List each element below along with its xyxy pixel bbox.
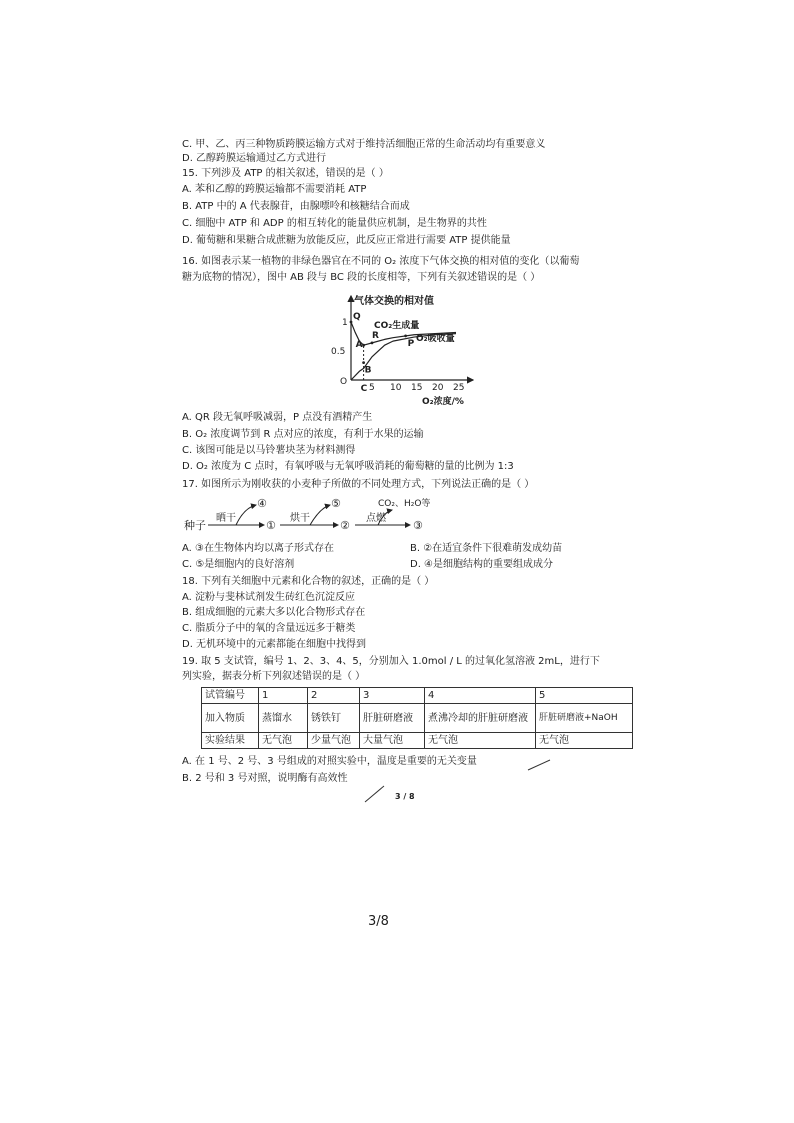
table-cell: 肝脏研磨液 — [360, 704, 425, 733]
q16-option-a: A. QR 段无氧呼吸减弱，P 点没有酒精产生 — [182, 412, 373, 423]
q15-option-c: C. 细胞中 ATP 和 ADP 的相互转化的能量供应机制，是生物界的共性 — [182, 218, 487, 229]
q19-option-a: A. 在 1 号、2 号、3 号组成的对照实验中，温度是重要的无关变量 — [182, 756, 477, 767]
point-b-label: B — [364, 365, 372, 376]
q16-option-c: C. 该图可能是以马铃薯块茎为材料测得 — [182, 445, 356, 456]
q15-option-a: A. 苯和乙醇的跨膜运输都不需要消耗 ATP — [182, 184, 367, 195]
chart-title: 气体交换的相对值 — [354, 296, 434, 307]
q19-stem-line2: 列实验，据表分析下列叙述错误的是（ ） — [182, 671, 366, 682]
flow-start: 种子 — [184, 519, 206, 532]
flow-node-1: ① — [266, 519, 276, 532]
flow-node-3: ③ — [413, 519, 423, 532]
q16-stem-line2: 糖为底物的情况），图中 AB 段与 BC 段的长度相等，下列有关叙述错误的是（ ） — [182, 272, 541, 283]
table-cell: 加入物质 — [202, 704, 259, 733]
q14-option-d: D. 乙醇跨膜运输通过乙方式进行 — [182, 153, 327, 164]
flow-product3: CO₂、H₂O等 — [378, 499, 431, 509]
x-tick-label: 20 — [432, 383, 444, 393]
table-cell: 5 — [536, 688, 633, 704]
origin-label: O — [340, 377, 348, 387]
page-number: 3/8 — [368, 914, 389, 929]
q18-option-b: B. 组成细胞的元素大多以化合物形式存在 — [182, 607, 366, 618]
table-cell: 1 — [259, 688, 308, 704]
point-a-label: A — [355, 340, 363, 351]
x-axis-label: O₂浓度/% — [422, 397, 464, 407]
q15-option-d: D. 葡萄糖和果糖合成蔗糖为放能反应，此反应正常进行需要 ATP 提供能量 — [182, 235, 511, 246]
q16-option-d: D. O₂ 浓度为 C 点时，有氧呼吸与无氧呼吸消耗的葡萄糖的量的比例为 1:3 — [182, 461, 514, 472]
q16-stem-line1: 16. 如图表示某一植物的非绿色器官在不同的 O₂ 浓度下气体交换的相对值的变化（以葡萄 — [182, 256, 580, 267]
table-cell: 实验结果 — [202, 733, 259, 749]
x-tick-label: 15 — [411, 383, 423, 393]
q17-option-d: D. ④是细胞结构的重要组成成分 — [410, 559, 554, 570]
q15-stem: 15. 下列涉及 ATP 的相关叙述，错误的是（ ） — [182, 168, 389, 179]
q17-option-b: B. ②在适宜条件下很难萌发成幼苗 — [410, 543, 563, 554]
q15-option-b: B. ATP 中的 A 代表腺苷，由腺嘌呤和核糖结合而成 — [182, 201, 410, 212]
table-cell: 煮沸冷却的肝脏研磨液 — [425, 704, 536, 733]
point-p-label: P — [407, 338, 415, 349]
point-r-label: R — [372, 330, 379, 341]
table-cell: 3 — [360, 688, 425, 704]
flow-node-2: ② — [340, 519, 350, 532]
y-tick-label: 1 — [342, 318, 348, 328]
q18-stem: 18. 下列有关细胞中元素和化合物的叙述，正确的是（ ） — [182, 576, 435, 587]
table-cell: 无气泡 — [425, 733, 536, 749]
flow-step1: 晒干 — [216, 513, 236, 524]
x-tick-label: 25 — [453, 383, 465, 393]
table-cell: 无气泡 — [536, 733, 633, 749]
table-cell: 肝脏研磨液+NaOH — [536, 704, 633, 733]
x-tick-label: 5 — [369, 383, 375, 393]
q17-stem: 17. 如图所示为刚收获的小麦种子所做的不同处理方式，下列说法正确的是（ ） — [182, 479, 535, 490]
table-cell: 蒸馏水 — [259, 704, 308, 733]
y-tick-label: 0.5 — [331, 347, 346, 357]
q14-option-c: C. 甲、乙、丙三种物质跨膜运输方式对于维持活细胞正常的生命活动均有重要意义 — [182, 139, 546, 150]
flow-node-4: ④ — [257, 497, 267, 510]
table-cell: 4 — [425, 688, 536, 704]
series-label-o2: O₂吸收量 — [416, 334, 455, 344]
q17-option-c: C. ⑤是细胞内的良好溶剂 — [182, 559, 295, 570]
q16-option-b: B. O₂ 浓度调节到 R 点对应的浓度，有利于水果的运输 — [182, 429, 424, 440]
table-cell: 无气泡 — [259, 733, 308, 749]
page-number-small: 3 / 8 — [395, 792, 415, 801]
flow-step3: 点燃 — [366, 513, 386, 524]
q19-stem-line1: 19. 取 5 支试管，编号 1、2、3、4、5，分别加入 1.0mol / L 的过氧化氢溶液 2mL，进行下 — [182, 656, 600, 667]
table-cell: 试管编号 — [202, 688, 259, 704]
q19-option-b: B. 2 号和 3 号对照，说明酶有高效性 — [182, 773, 348, 784]
flow-step2: 烘干 — [290, 513, 310, 524]
table-cell: 锈铁钉 — [308, 704, 360, 733]
q17-option-a: A. ③在生物体内均以离子形式存在 — [182, 543, 334, 554]
q18-option-d: D. 无机环境中的元素都能在细胞中找得到 — [182, 639, 367, 650]
table-cell: 2 — [308, 688, 360, 704]
x-tick-label: 10 — [390, 383, 402, 393]
series-label-co2: CO₂生成量 — [374, 321, 420, 331]
table-cell: 少量气泡 — [308, 733, 360, 749]
flow-node-5: ⑤ — [331, 497, 341, 510]
q18-option-a: A. 淀粉与斐林试剂发生砖红色沉淀反应 — [182, 592, 356, 603]
q18-option-c: C. 脂质分子中的氧的含量远远多于糖类 — [182, 623, 356, 634]
table-cell: 大量气泡 — [360, 733, 425, 749]
point-c-label: C — [360, 384, 368, 394]
point-q-label: Q — [353, 312, 361, 322]
